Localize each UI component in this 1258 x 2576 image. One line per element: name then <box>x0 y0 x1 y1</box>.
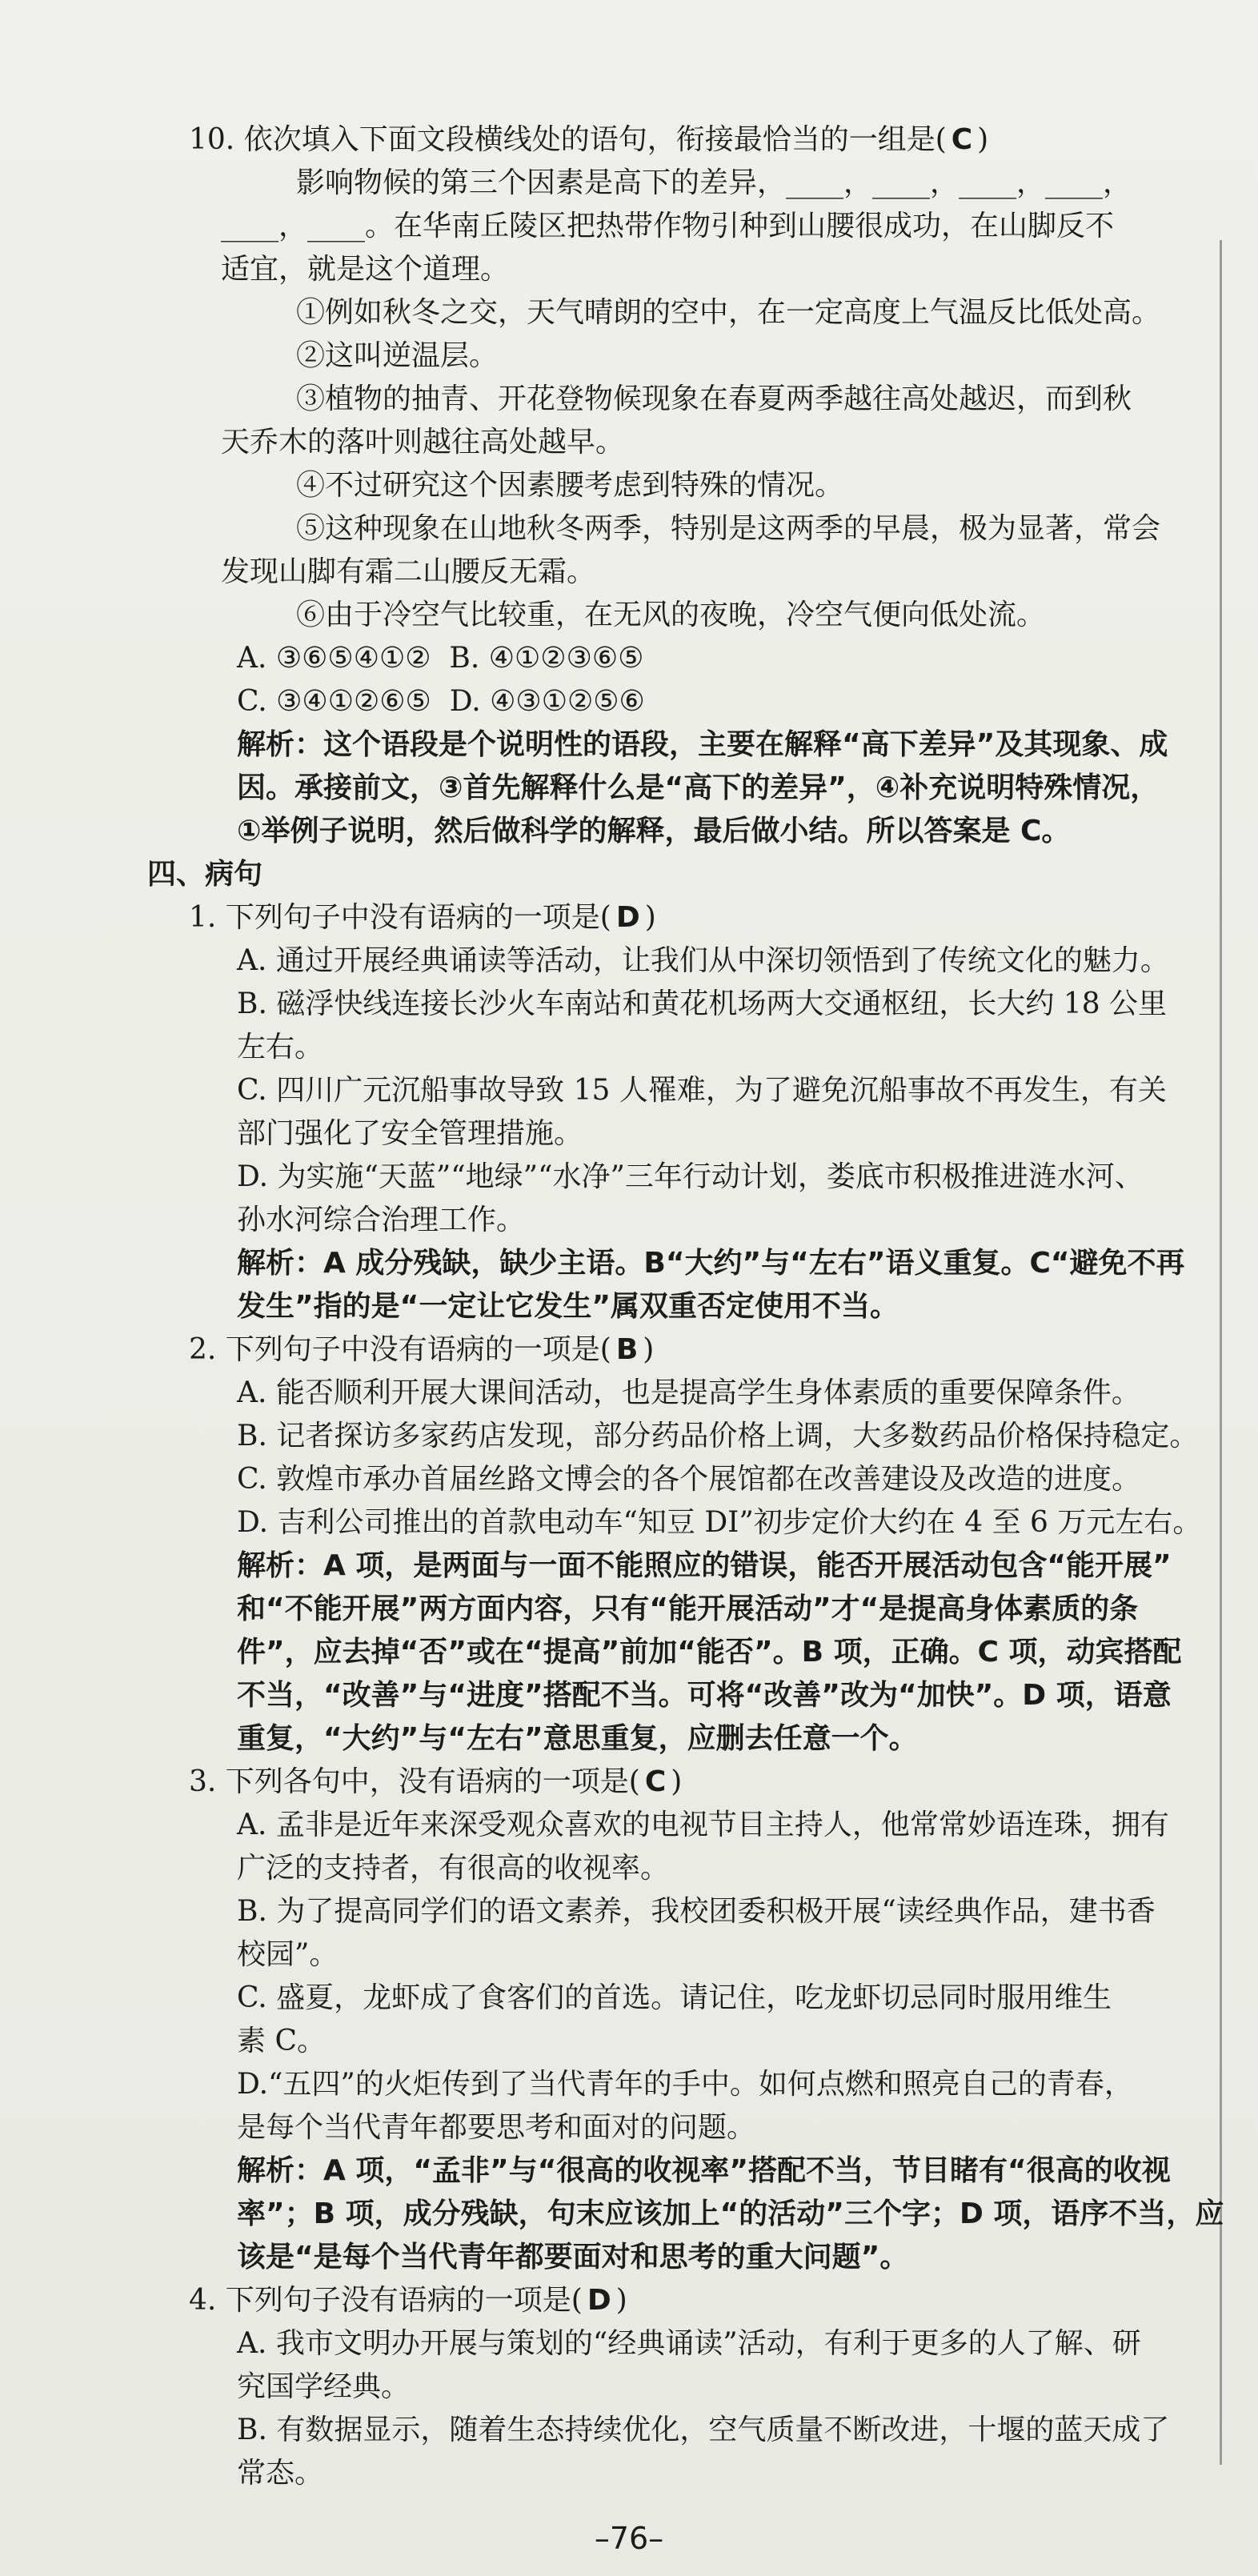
q3-analysis: 率”；B 项，成分残缺，句末应该加上“的活动”三个字；D 项，语序不当，应 <box>237 2197 1224 2230</box>
q10-sentence: ④不过研究这个因素腰考虑到特殊的情况。 <box>296 469 844 502</box>
q10-sentence: 天乔木的落叶则越往高处越早。 <box>221 426 625 459</box>
q3-analysis: 该是“是每个当代青年都要面对和思考的重大问题”。 <box>237 2241 909 2274</box>
page-number: –76– <box>594 2521 664 2556</box>
q3-line: 广泛的支持者，有很高的收视率。 <box>237 1852 670 1885</box>
q1-line: B. 磁浮快线连接长沙火车南站和黄花机场两大交通枢纽，长大约 18 公里 <box>237 988 1168 1020</box>
q2-line: C. 敦煌市承办首届丝路文博会的各个展馆都在改善建设及改造的进度。 <box>237 1463 1141 1496</box>
q10-options-row <box>0 637 1258 680</box>
q3-line: D.“五四”的火炬传到了当代青年的手中。如何点燃和照亮自己的青春， <box>237 2068 1133 2101</box>
q10-analysis: 因。承接前文，③首先解释什么是“高下的差异”，④补充说明特殊情况， <box>237 771 1160 804</box>
q1-line: D. 为实施“天蓝”“地绿”“水净”三年行动计划，娄底市积极推进涟水河、 <box>237 1160 1144 1193</box>
q1-analysis: 发生”指的是“一定让它发生”属双重否定使用不当。 <box>237 1290 899 1323</box>
q3-answer: C <box>644 1765 667 1798</box>
q10-analysis: ①举例子说明，然后做科学的解释，最后做小结。所以答案是 C。 <box>237 815 1071 847</box>
q10-option-b: B. ④①②③⑥⑤ <box>449 642 644 675</box>
q2-line: D. 吉利公司推出的首款电动车“知豆 DI”初步定价大约在 4 至 6 万元左右。 <box>237 1506 1202 1539</box>
q4-line: 常态。 <box>237 2457 324 2490</box>
q10-title: 10. 依次填入下面文段横线处的语句，衔接最恰当的一组是( C ) <box>189 123 989 156</box>
q4-line: B. 有数据显示，随着生态持续优化，空气质量不断改进，十堰的蓝天成了 <box>237 2414 1170 2446</box>
q10-sentence: ⑥由于冷空气比较重，在无风的夜晚，冷空气便向低处流。 <box>296 599 1046 631</box>
q3-line: 素 C。 <box>237 2025 326 2057</box>
document-body <box>0 118 1258 2495</box>
q10-answer: C <box>951 123 973 156</box>
q1-analysis: 解析：A 成分残缺，缺少主语。B“大约”与“左右”语义重复。C“避免不再 <box>237 1247 1185 1280</box>
section-heading: 四、病句 <box>147 858 263 891</box>
q10-sentence: ③植物的抽青、开花登物候现象在春夏两季越往高处越迟，而到秋 <box>296 383 1132 415</box>
q10-passage-line: 适宜，就是这个道理。 <box>221 253 510 286</box>
q1-line: A. 通过开展经典诵读等活动，让我们从中深切领悟到了传统文化的魅力。 <box>237 944 1169 977</box>
q2-title: 2. 下列句子中没有语病的一项是( B ) <box>189 1333 655 1366</box>
q10-sentence: 发现山脚有霜二山腰反无霜。 <box>221 555 596 588</box>
q1-title: 1. 下列句子中没有语病的一项是( D ) <box>189 901 656 934</box>
q4-answer: D <box>587 2284 611 2317</box>
q10-sentence: ⑤这种现象在山地秋冬两季，特别是这两季的早晨，极为显著，常会 <box>296 512 1161 545</box>
q3-line: A. 孟非是近年来深受观众喜欢的电视节目主持人，他常常妙语连珠，拥有 <box>237 1809 1169 1841</box>
q4-line: 究国学经典。 <box>237 2370 411 2403</box>
q2-answer: B <box>615 1333 639 1366</box>
q10-sentence: ①例如秋冬之交，天气晴朗的空中，在一定高度上气温反比低处高。 <box>296 296 1161 329</box>
q1-answer: D <box>615 901 640 934</box>
q2-analysis: 解析：A 项，是两面与一面不能照应的错误，能否开展活动包含“能开展” <box>237 1549 1172 1582</box>
q2-analysis: 件”，应去掉“否”或在“提高”前加“能否”。B 项，正确。C 项，动宾搭配 <box>237 1636 1182 1669</box>
q10-passage-line: ____，____。在华南丘陵区把热带作物引种到山腰很成功，在山脚反不 <box>221 210 1115 242</box>
q1-line: 孙水河综合治理工作。 <box>237 1204 526 1236</box>
q2-analysis: 重复，“大约”与“左右”意思重复，应删去任意一个。 <box>237 1722 918 1755</box>
q3-line: 校园”。 <box>237 1938 339 1971</box>
q4-line: A. 我市文明办开展与策划的“经典诵读”活动，有利于更多的人了解、研 <box>237 2327 1141 2360</box>
q2-line: A. 能否顺利开展大课间活动，也是提高学生身体素质的重要保障条件。 <box>237 1376 1140 1409</box>
q2-analysis: 和“不能开展”两方面内容，只有“能开展活动”才“是提高身体素质的条 <box>237 1592 1139 1625</box>
q10-sentence: ②这叫逆温层。 <box>296 339 499 372</box>
q3-line: C. 盛夏，龙虾成了食客们的首选。请记住，吃龙虾切忌同时服用维生 <box>237 1981 1112 2014</box>
q10-option-d: D. ④③①②⑤⑥ <box>449 685 645 718</box>
q1-line: C. 四川广元沉船事故导致 15 人罹难，为了避免沉船事故不再发生，有关 <box>237 1074 1167 1107</box>
q3-line: B. 为了提高同学们的语文素养，我校团委积极开展“读经典作品，建书香 <box>237 1895 1156 1928</box>
q3-line: 是每个当代青年都要思考和面对的问题。 <box>237 2111 756 2144</box>
q10-passage-line: 影响物候的第三个因素是高下的差异，____，____，____，____， <box>296 166 1132 199</box>
q10-option-a: A. ③⑥⑤④①② <box>237 642 431 675</box>
q1-line: 左右。 <box>237 1031 324 1064</box>
q10-options-row <box>0 680 1258 723</box>
q4-title: 4. 下列句子没有语病的一项是( D ) <box>189 2284 627 2317</box>
q3-title: 3. 下列各句中，没有语病的一项是( C ) <box>189 1765 683 1798</box>
q2-analysis: 不当，“改善”与“进度”搭配不当。可将“改善”改为“加快”。D 项，语意 <box>237 1679 1172 1712</box>
q2-line: B. 记者探访多家药店发现，部分药品价格上调，大多数药品价格保持稳定。 <box>237 1420 1199 1452</box>
q10-analysis: 解析：这个语段是个说明性的语段，主要在解释“高下差异”及其现象、成 <box>237 728 1168 761</box>
q10-option-c: C. ③④①②⑥⑤ <box>237 685 431 718</box>
q1-line: 部门强化了安全管理措施。 <box>237 1117 583 1150</box>
q3-analysis: 解析：A 项，“孟非”与“很高的收视率”搭配不当，节目睹有“很高的收视 <box>237 2154 1171 2187</box>
